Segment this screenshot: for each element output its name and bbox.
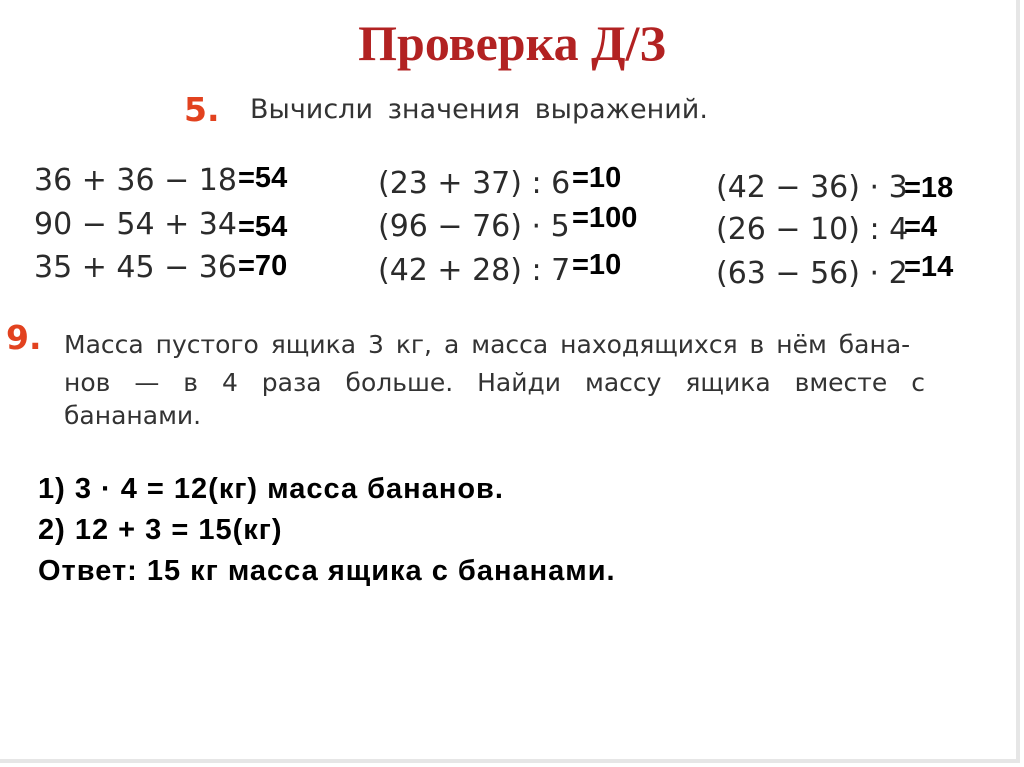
task-5-number: 5. [184,90,220,129]
expression-2-2: (96 − 76) · 5 [378,209,570,244]
expression-3-3: (63 − 56) · 2 [716,256,908,291]
expression-3-1: (42 − 36) · 3 [716,170,908,205]
answer-3-2: =4 [904,211,938,243]
solution-step-2: 2) 12 + 3 = 15(кг) [38,514,283,546]
task-9-line-1: Масса пустого ящика 3 кг, а масса находящихся в нём бана- [64,330,911,359]
answer-3-3: =14 [904,251,954,283]
solution-answer: Ответ: 15 кг масса ящика с бананами. [38,555,616,587]
answer-3-1: =18 [904,172,954,204]
expression-1-2: 90 − 54 + 34 [34,207,237,242]
answer-2-3: =10 [572,249,622,281]
task-9-number: 9. [6,318,42,357]
answer-1-1: =54 [238,162,288,194]
expression-1-3: 35 + 45 − 36 [34,250,237,285]
answer-1-2: =54 [238,211,288,243]
answer-1-3: =70 [238,250,288,282]
answer-2-1: =10 [572,162,622,194]
expression-2-3: (42 + 28) : 7 [378,253,571,288]
task-9-line-2: нов — в 4 раза больше. Найди массу ящика вместе с [64,368,925,397]
expression-1-1: 36 + 36 − 18 [34,163,237,198]
task-9-line-3: бананами. [64,401,202,430]
solution-step-1: 1) 3 · 4 = 12(кг) масса бананов. [38,473,504,505]
task-5-prompt: Вычисли значения выражений. [250,94,708,125]
expression-3-2: (26 − 10) : 4 [716,212,909,247]
slide-title: Проверка Д/З [358,15,666,71]
answer-2-2: =100 [572,202,638,234]
expression-2-1: (23 + 37) : 6 [378,166,571,201]
